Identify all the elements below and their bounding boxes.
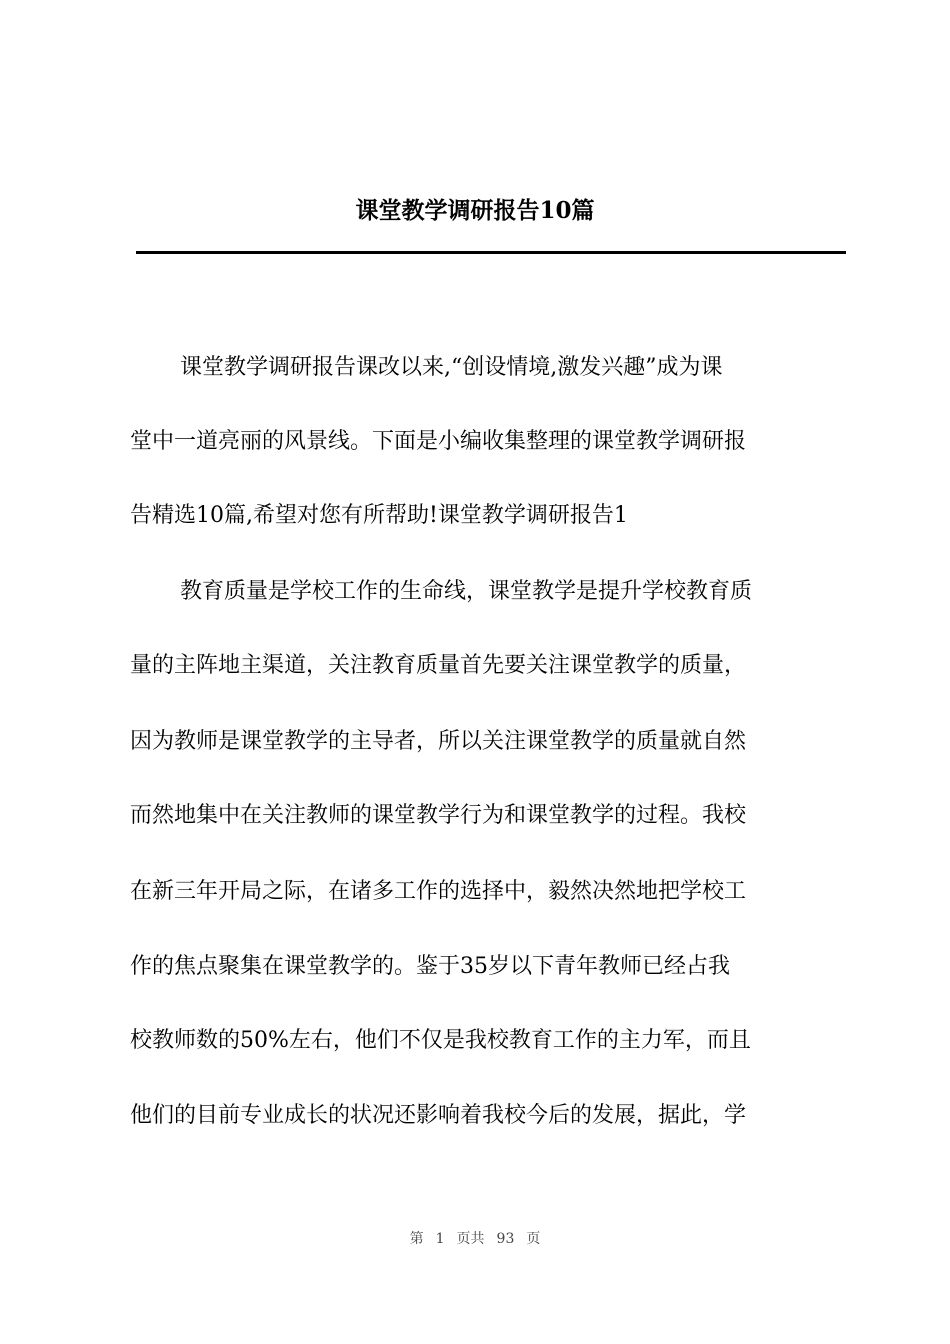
body-line-7: 而然地集中在关注教师的课堂教学行为和课堂教学的过程。我校 xyxy=(130,803,747,828)
body-line-4: 教育质量是学校工作的生命线，课堂教学是提升学校教育质 xyxy=(180,579,753,604)
body-line-5: 量的主阵地主渠道，关注教育质量首先要关注课堂教学的质量， xyxy=(130,653,747,678)
body-line-8: 在新三年开局之际，在诸多工作的选择中，毅然决然地把学校工 xyxy=(130,879,747,904)
page-footer xyxy=(0,1229,950,1249)
document-title: 课堂教学调研报告10篇 xyxy=(355,197,595,224)
body-line-3: 告精选10篇,希望对您有所帮助!课堂教学调研报告1 xyxy=(130,503,628,528)
body-line-10: 校教师数的50%左右，他们不仅是我校教育工作的主力军，而且 xyxy=(130,1028,751,1053)
footer-page-number: 1 xyxy=(435,1231,445,1247)
body-line-11: 他们的目前专业成长的状况还影响着我校今后的发展，据此，学 xyxy=(130,1103,747,1128)
body-line-2: 堂中一道亮丽的风景线。下面是小编收集整理的课堂教学调研报 xyxy=(130,429,747,454)
footer-suffix: 页 xyxy=(526,1231,541,1247)
title-divider xyxy=(136,251,846,254)
body-line-9: 作的焦点聚集在课堂教学的。鉴于35岁以下青年教师已经占我 xyxy=(130,954,730,979)
body-line-1: 课堂教学调研报告课改以来,“创设情境,激发兴趣”成为课 xyxy=(180,355,723,380)
body-line-6: 因为教师是课堂教学的主导者，所以关注课堂教学的质量就自然 xyxy=(130,729,747,754)
footer-prefix: 第 xyxy=(409,1231,424,1247)
footer-middle: 页共 xyxy=(456,1231,485,1247)
footer-total-pages: 93 xyxy=(496,1231,515,1247)
